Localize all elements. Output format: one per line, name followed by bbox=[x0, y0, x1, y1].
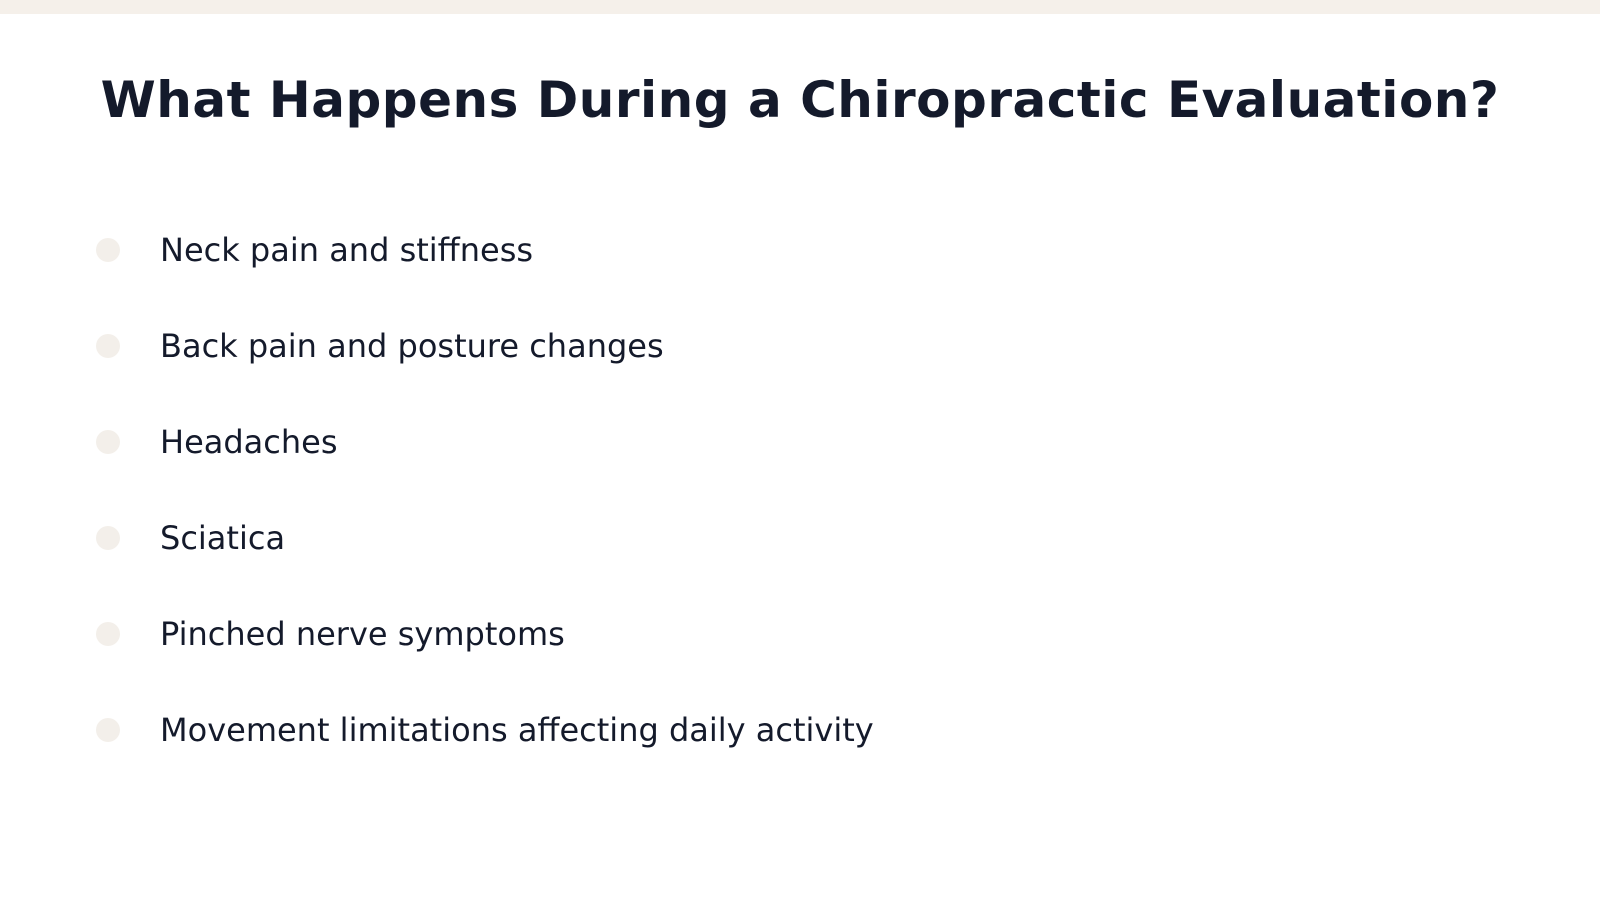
circle-bullet-icon bbox=[96, 430, 120, 454]
list-item bbox=[96, 222, 874, 318]
list-item-text: Headaches bbox=[160, 423, 338, 461]
bullet-list bbox=[96, 222, 874, 798]
list-item-text: Movement limitations affecting daily activity bbox=[160, 711, 874, 749]
list-item bbox=[96, 702, 874, 798]
list-item bbox=[96, 414, 874, 510]
circle-bullet-icon bbox=[96, 718, 120, 742]
list-item bbox=[96, 318, 874, 414]
top-accent-bar bbox=[0, 0, 1600, 14]
list-item-text: Sciatica bbox=[160, 519, 286, 557]
slide-title: What Happens During a Chiropractic Evaluation? bbox=[100, 71, 1500, 129]
circle-bullet-icon bbox=[96, 334, 120, 358]
circle-bullet-icon bbox=[96, 238, 120, 262]
circle-bullet-icon bbox=[96, 622, 120, 646]
list-item-text: Neck pain and stiffness bbox=[160, 231, 534, 269]
circle-bullet-icon bbox=[96, 526, 120, 550]
list-item bbox=[96, 510, 874, 606]
list-item bbox=[96, 606, 874, 702]
list-item-text: Back pain and posture changes bbox=[160, 327, 664, 365]
list-item-text: Pinched nerve symptoms bbox=[160, 615, 565, 653]
